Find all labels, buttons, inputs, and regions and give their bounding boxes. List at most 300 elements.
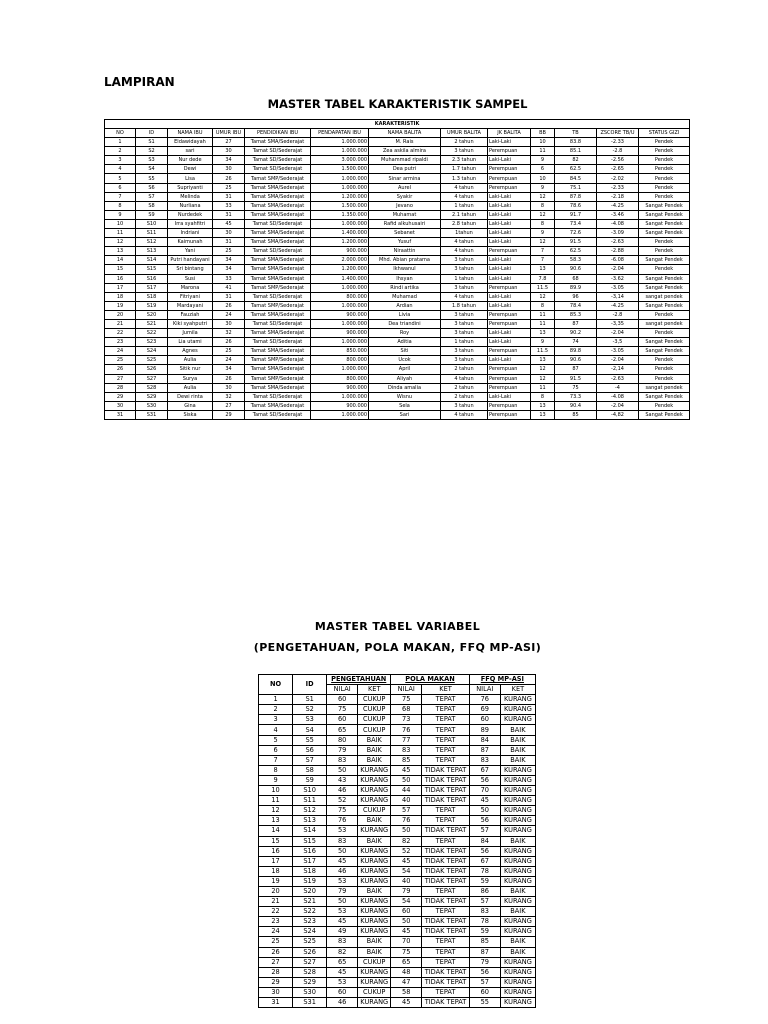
table-cell: 50 — [391, 775, 422, 785]
table-row — [259, 786, 536, 796]
table-cell: Tamat SMA/Sederajat — [245, 192, 311, 201]
table-cell: 43 — [327, 775, 358, 785]
table-cell: 89.8 — [555, 347, 597, 356]
table-cell: KURANG — [500, 816, 535, 826]
table-cell: Putri handayani — [168, 256, 213, 265]
table-cell: 11 — [531, 147, 555, 156]
table-cell: KURANG — [500, 957, 535, 967]
col-header: STATUS GIZI — [639, 129, 690, 138]
table-cell: 1.000.000 — [311, 138, 369, 147]
table-cell: 2 tahun — [441, 365, 488, 374]
table-cell: Tamat SMA/Sederajat — [245, 238, 311, 247]
table-cell: 2 tahun — [441, 392, 488, 401]
table-cell: 1 — [259, 695, 293, 705]
table-cell: S1 — [136, 138, 168, 147]
table-row — [259, 917, 536, 927]
table-cell: 83 — [469, 755, 500, 765]
table-cell: 2.8 tahun — [441, 219, 488, 228]
table-cell: KURANG — [358, 846, 391, 856]
table-cell: 9 — [531, 183, 555, 192]
table-cell: -2.56 — [597, 156, 639, 165]
table-cell: Ikhwanul — [369, 265, 441, 274]
table-cell: Laki-Laki — [488, 274, 531, 283]
table-cell: -2.65 — [597, 165, 639, 174]
table-cell: 7 — [531, 256, 555, 265]
table-cell: 26 — [213, 301, 245, 310]
table-cell: Tamat SMA/Sederajat — [245, 201, 311, 210]
table-cell: Melinda — [168, 192, 213, 201]
table-cell: 2 tahun — [441, 383, 488, 392]
table-row — [105, 301, 690, 310]
table-cell: 1.000.000 — [311, 301, 369, 310]
table-cell: TIDAK TEPAT — [422, 998, 470, 1008]
table-cell: 1.000.000 — [311, 365, 369, 374]
col-header: JK BALITA — [488, 129, 531, 138]
table-cell: S4 — [136, 165, 168, 174]
table-cell: CUKUP — [358, 725, 391, 735]
table-cell: S13 — [136, 247, 168, 256]
table-cell: 1.000.000 — [311, 147, 369, 156]
table-cell: 68 — [555, 274, 597, 283]
table-cell: Tamat SD/Sederajat — [245, 319, 311, 328]
table-cell: 30 — [259, 987, 293, 997]
table-cell: 75 — [327, 806, 358, 816]
table-cell: Mhd. Abian pratama — [369, 256, 441, 265]
table-cell: 83 — [327, 937, 358, 947]
col-header-no: NO — [259, 675, 293, 695]
table-cell: -3.05 — [597, 347, 639, 356]
table-cell: KURANG — [500, 826, 535, 836]
table-cell: S23 — [293, 917, 327, 927]
table-cell: 7 — [105, 192, 136, 201]
table-row — [259, 856, 536, 866]
table-cell: 83.8 — [555, 138, 597, 147]
table-cell: TIDAK TEPAT — [422, 927, 470, 937]
table-cell: KURANG — [500, 705, 535, 715]
table-cell: 50 — [327, 765, 358, 775]
table-row — [105, 310, 690, 319]
table-row — [259, 796, 536, 806]
table-cell: S11 — [136, 229, 168, 238]
table-cell: 54 — [391, 866, 422, 876]
table-cell: Tamat SMP/Sederajat — [245, 374, 311, 383]
col-header: NAMA IBU — [168, 129, 213, 138]
table-cell: 1.000.000 — [311, 283, 369, 292]
table-row — [105, 365, 690, 374]
table-cell: 26 — [213, 374, 245, 383]
table-cell: Sangat Pendek — [639, 301, 690, 310]
table-cell: Perempuan — [488, 283, 531, 292]
table-cell: 27 — [213, 138, 245, 147]
table-cell: 1.350.000 — [311, 210, 369, 219]
table-cell: sangat pendek — [639, 292, 690, 301]
table-cell: Fauziah — [168, 310, 213, 319]
table-cell: 26 — [213, 338, 245, 347]
table-cell: S2 — [136, 147, 168, 156]
table-row — [105, 165, 690, 174]
table-cell: Sangat Pendek — [639, 201, 690, 210]
table-row — [105, 383, 690, 392]
table-cell: S18 — [293, 866, 327, 876]
sub-header-nilai: NILAI — [391, 685, 422, 695]
table-cell: 60 — [469, 715, 500, 725]
table-cell: 84 — [469, 735, 500, 745]
table-cell: Sangat Pendek — [639, 229, 690, 238]
table-row — [259, 765, 536, 775]
table-cell: S19 — [293, 876, 327, 886]
table-cell: 90.6 — [555, 265, 597, 274]
table-cell: -2.04 — [597, 356, 639, 365]
col-header: NO — [105, 129, 136, 138]
table-row — [105, 174, 690, 183]
table-cell: 84.5 — [555, 174, 597, 183]
table-cell: 85 — [469, 937, 500, 947]
table-cell: 57 — [469, 826, 500, 836]
table-cell: 7 — [531, 247, 555, 256]
table-cell: Lia utami — [168, 338, 213, 347]
table-cell: Sangat Pendek — [639, 274, 690, 283]
table-cell: Pendek — [639, 183, 690, 192]
table-cell: Perempuan — [488, 374, 531, 383]
table-cell: Tamat SMA/Sederajat — [245, 347, 311, 356]
table-cell: S22 — [136, 329, 168, 338]
table-cell: 6 — [259, 745, 293, 755]
table-cell: TIDAK TEPAT — [422, 897, 470, 907]
table-cell: S26 — [136, 365, 168, 374]
table-cell: -2.8 — [597, 310, 639, 319]
table-cell: 45 — [391, 856, 422, 866]
table-cell: 850.000 — [311, 347, 369, 356]
table-cell: 50 — [391, 826, 422, 836]
table-cell: 53 — [327, 977, 358, 987]
table-cell: 1.000.000 — [311, 183, 369, 192]
table-cell: Yani — [168, 247, 213, 256]
table-cell: Sangat Pendek — [639, 347, 690, 356]
table-cell: Ucok — [369, 356, 441, 365]
table-cell: -2.04 — [597, 401, 639, 410]
table-cell: TEPAT — [422, 987, 470, 997]
table-cell: S10 — [136, 219, 168, 228]
table-cell: Laki-Laki — [488, 229, 531, 238]
table-cell: 25 — [213, 183, 245, 192]
table-cell: S28 — [136, 383, 168, 392]
table-cell: Perempuan — [488, 383, 531, 392]
table-cell: Perempuan — [488, 401, 531, 410]
table-cell: KURANG — [358, 826, 391, 836]
table-cell: 2 — [259, 705, 293, 715]
karakteristik-table — [104, 119, 690, 420]
table-row — [259, 897, 536, 907]
table-cell: 15 — [259, 836, 293, 846]
table-cell: sangat pendek — [639, 319, 690, 328]
table-cell: 1.8 tahun — [441, 301, 488, 310]
sub-header-ket: KET — [422, 685, 470, 695]
table-cell: S17 — [293, 856, 327, 866]
table-cell: 57 — [391, 806, 422, 816]
table-cell: CUKUP — [358, 695, 391, 705]
table-row — [259, 886, 536, 896]
table-cell: S24 — [293, 927, 327, 937]
table-cell: Laki-Laki — [488, 138, 531, 147]
table-cell: BAIK — [500, 937, 535, 947]
table-cell: TEPAT — [422, 886, 470, 896]
table-cell: TEPAT — [422, 937, 470, 947]
table-cell: -3.46 — [597, 210, 639, 219]
table-cell: 12 — [531, 365, 555, 374]
table-cell: 90.2 — [555, 329, 597, 338]
table-cell: Perempuan — [488, 165, 531, 174]
table-cell: 24 — [259, 927, 293, 937]
table-cell: Tamat SMA/Sederajat — [245, 229, 311, 238]
table-cell: Nurliana — [168, 201, 213, 210]
table-row — [105, 292, 690, 301]
table-cell: 83 — [327, 836, 358, 846]
table-cell: -2.18 — [597, 192, 639, 201]
table-cell: Siska — [168, 410, 213, 419]
table-cell: 1.400.000 — [311, 229, 369, 238]
table-cell: 900.000 — [311, 247, 369, 256]
table-cell: Tamat SD/Sederajat — [245, 219, 311, 228]
col-header: PENDIDIKAN IBU — [245, 129, 311, 138]
table-cell: Laki-Laki — [488, 156, 531, 165]
table-cell: 3 — [105, 156, 136, 165]
table-row — [105, 229, 690, 238]
table-cell: Dewi — [168, 165, 213, 174]
table-cell: 17 — [105, 283, 136, 292]
table-cell: 10 — [259, 786, 293, 796]
table-cell: Ihsyan — [369, 274, 441, 283]
table-cell: -2.02 — [597, 174, 639, 183]
table-cell: 79 — [327, 886, 358, 896]
table-cell: 2.3 tahun — [441, 156, 488, 165]
table-cell: 79 — [469, 957, 500, 967]
table-cell: Pendek — [639, 147, 690, 156]
table-cell: S27 — [136, 374, 168, 383]
table-cell: 12 — [531, 192, 555, 201]
table-cell: 26 — [105, 365, 136, 374]
table-cell: 78 — [469, 866, 500, 876]
table-row — [105, 356, 690, 365]
table-cell: KURANG — [358, 967, 391, 977]
table-cell: Tamat SMA/Sederajat — [245, 365, 311, 374]
table-cell: 28 — [259, 967, 293, 977]
table-cell: 25 — [259, 937, 293, 947]
table-cell: 46 — [327, 866, 358, 876]
table-cell: 40 — [391, 796, 422, 806]
table-cell: 40 — [391, 876, 422, 886]
table-cell: 85 — [391, 755, 422, 765]
table-cell: -3,35 — [597, 319, 639, 328]
table-cell: 31 — [259, 998, 293, 1008]
table-cell: TEPAT — [422, 836, 470, 846]
table-cell: 78.6 — [555, 201, 597, 210]
table-cell: 18 — [105, 292, 136, 301]
table-cell: 45 — [469, 796, 500, 806]
table2-subtitle: (PENGETAHUAN, POLA MAKAN, FFQ MP-ASI) — [253, 641, 542, 654]
table-row — [259, 846, 536, 856]
table-cell: TIDAK TEPAT — [422, 866, 470, 876]
table-cell: 1.7 tahun — [441, 165, 488, 174]
table-cell: 60 — [469, 987, 500, 997]
table-cell: 11.5 — [531, 347, 555, 356]
table-cell: 73.3 — [555, 392, 597, 401]
table-cell: Tamat SD/Sederajat — [245, 247, 311, 256]
table-cell: S5 — [136, 174, 168, 183]
col-header: UMUR BALITA — [441, 129, 488, 138]
table-cell: Laki-Laki — [488, 192, 531, 201]
table-cell: 11 — [531, 319, 555, 328]
table-cell: 60 — [327, 695, 358, 705]
table-cell: 25 — [213, 247, 245, 256]
table-cell: Tamat SD/Sederajat — [245, 156, 311, 165]
table-row — [105, 392, 690, 401]
table-cell: KURANG — [358, 927, 391, 937]
table-row — [259, 775, 536, 785]
table-cell: 78.4 — [555, 301, 597, 310]
table-cell: 55 — [469, 998, 500, 1008]
table-cell: Sangat Pendek — [639, 338, 690, 347]
table-cell: TEPAT — [422, 715, 470, 725]
table-row — [259, 806, 536, 816]
table-cell: KURANG — [500, 866, 535, 876]
table-cell: 1.000.000 — [311, 219, 369, 228]
table-cell: Pendek — [639, 365, 690, 374]
table-cell: 12 — [531, 374, 555, 383]
table-row — [105, 201, 690, 210]
table-cell: KURANG — [500, 876, 535, 886]
table-cell: Siti — [369, 347, 441, 356]
table-cell: KURANG — [358, 876, 391, 886]
col-header: UMUR IBU — [213, 129, 245, 138]
table1-title: MASTER TABEL KARAKTERISTIK SAMPEL — [267, 97, 528, 111]
table-cell: Jevano — [369, 201, 441, 210]
table-cell: 8 — [105, 201, 136, 210]
table-cell: 25 — [213, 347, 245, 356]
table-cell: 21 — [105, 319, 136, 328]
table-cell: Pendek — [639, 238, 690, 247]
table-cell: 14 — [259, 826, 293, 836]
table-cell: S30 — [136, 401, 168, 410]
table-cell: CUKUP — [358, 705, 391, 715]
table-cell: 13 — [531, 410, 555, 419]
table-cell: 74 — [555, 338, 597, 347]
table-cell: 18 — [259, 866, 293, 876]
table-cell: Agnes — [168, 347, 213, 356]
table-cell: 4 tahun — [441, 192, 488, 201]
table-cell: 4 tahun — [441, 410, 488, 419]
table-cell: Pendek — [639, 310, 690, 319]
table-cell: KURANG — [500, 967, 535, 977]
table-cell: BAIK — [358, 745, 391, 755]
table-cell: Laki-Laki — [488, 292, 531, 301]
table-cell: 34 — [213, 156, 245, 165]
table-cell: -6.08 — [597, 256, 639, 265]
table-cell: Tamat SD/Sederajat — [245, 338, 311, 347]
variabel-table — [258, 674, 536, 1008]
table-cell: 1 tahun — [441, 338, 488, 347]
table-cell: 9 — [531, 229, 555, 238]
table-cell: Laki-Laki — [488, 338, 531, 347]
table-cell: 67 — [469, 765, 500, 775]
table-cell: 1.3 tahun — [441, 174, 488, 183]
table-cell: Laki-Laki — [488, 219, 531, 228]
table-cell: Susi — [168, 274, 213, 283]
table-cell: 3 — [259, 715, 293, 725]
table-row — [105, 274, 690, 283]
table-cell: 89.9 — [555, 283, 597, 292]
table-row — [259, 987, 536, 997]
table-cell: BAIK — [500, 755, 535, 765]
table-cell: 4 tahun — [441, 292, 488, 301]
table-cell: Zea askila almira — [369, 147, 441, 156]
table-cell: KURANG — [358, 856, 391, 866]
table-cell: Laki-Laki — [488, 256, 531, 265]
table-row — [259, 927, 536, 937]
table-row — [105, 256, 690, 265]
table-cell: Sangat Pendek — [639, 219, 690, 228]
col-header: NAMA BALITA — [369, 129, 441, 138]
table-cell: 34 — [213, 265, 245, 274]
table-cell: 3 tahun — [441, 401, 488, 410]
table-cell: Tamat SMA/Sederajat — [245, 329, 311, 338]
table-cell: 13 — [531, 401, 555, 410]
table-cell: 8 — [531, 201, 555, 210]
table-cell: Perempuan — [488, 347, 531, 356]
table-cell: -2.63 — [597, 238, 639, 247]
table-cell: Sebanet — [369, 229, 441, 238]
table-cell: M. Rais — [369, 138, 441, 147]
table-cell: 70 — [469, 786, 500, 796]
table-cell: KURANG — [358, 866, 391, 876]
table-row — [259, 836, 536, 846]
table-cell: 76 — [469, 695, 500, 705]
table-cell: 26 — [213, 174, 245, 183]
table-cell: 27 — [213, 401, 245, 410]
table-cell: 1 tahun — [441, 274, 488, 283]
table-cell: Tamat SMA/Sederajat — [245, 183, 311, 192]
table-row — [259, 715, 536, 725]
table-cell: 87.8 — [555, 192, 597, 201]
table-cell: Sri bintang — [168, 265, 213, 274]
table-cell: 13 — [259, 816, 293, 826]
table-cell: 56 — [469, 775, 500, 785]
table-cell: KURANG — [500, 775, 535, 785]
table-cell: KURANG — [358, 907, 391, 917]
table-cell: S9 — [293, 775, 327, 785]
table-cell: 1.200.000 — [311, 192, 369, 201]
table-cell: 30 — [213, 319, 245, 328]
table-cell: 46 — [327, 786, 358, 796]
table-cell: 31 — [213, 238, 245, 247]
col-header: TB — [555, 129, 597, 138]
table-cell: 32 — [213, 392, 245, 401]
table-cell: 12 — [531, 210, 555, 219]
table-cell: Tamat SMA/Sederajat — [245, 265, 311, 274]
table-cell: 9 — [531, 156, 555, 165]
table-cell: 26 — [259, 947, 293, 957]
table-cell: Tamat SMA/Sederajat — [245, 138, 311, 147]
table-cell: 2.1 tahun — [441, 210, 488, 219]
table-cell: 41 — [213, 283, 245, 292]
table-cell: 1.200.000 — [311, 238, 369, 247]
table-cell: Indriani — [168, 229, 213, 238]
table-cell: Pendek — [639, 174, 690, 183]
table-cell: S16 — [136, 274, 168, 283]
col-header: PENDAPATAN IBU — [311, 129, 369, 138]
table-cell: 31 — [213, 292, 245, 301]
table-cell: Pendek — [639, 138, 690, 147]
table-cell: S10 — [293, 786, 327, 796]
